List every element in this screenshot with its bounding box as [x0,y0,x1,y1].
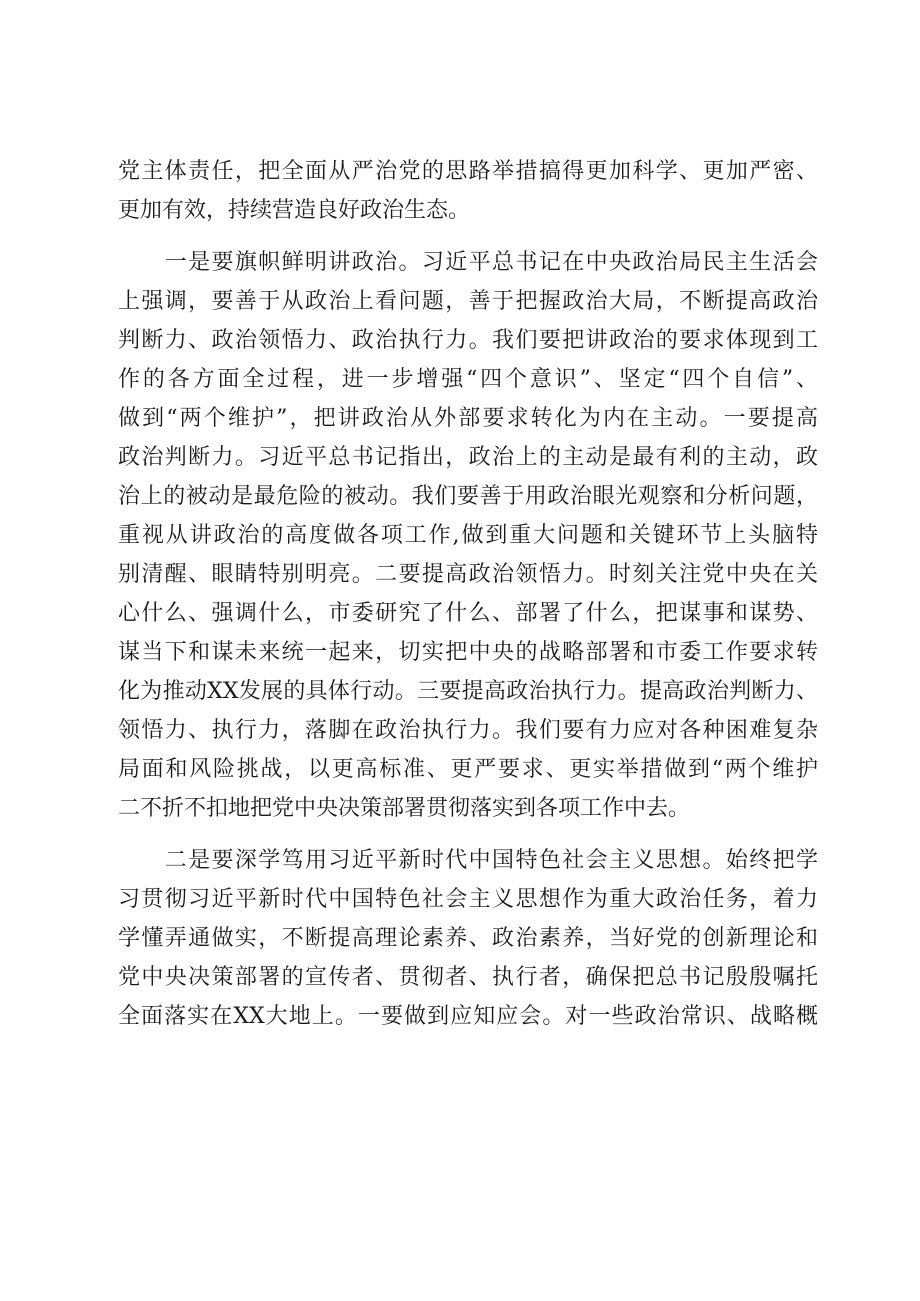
text-line: 判断力、政治领悟力、政治执行力。我们要把讲政治的要求体现到工 [118,328,818,353]
text-line: 学懂弄通做实，不断提高理论素养、政治素养，当好党的创新理论和 [118,926,818,951]
paragraph-gap [118,828,818,841]
paragraph [118,841,818,1036]
text-line: 上强调，要善于从政治上看问题，善于把握政治大局，不断提高政治 [118,289,818,314]
text-line: 全面落实在XX大地上。一要做到应知应会。对一些政治常识、战略概 [118,1004,818,1029]
text-line: 作的各方面全过程，进一步增强“四个意识”、坚定“四个自信”、 [118,367,818,392]
text-line: 做到“两个维护”，把讲政治从外部要求转化为内在主动。一要提高 [118,406,818,431]
paragraph [118,243,818,828]
paragraph-gap [118,230,818,243]
text-line: 更加有效，持续营造良好政治生态。 [118,198,471,223]
text-line: 一是要旗帜鲜明讲政治。习近平总书记在中央政治局民主生活会 [118,250,818,275]
text-line: 化为推动XX发展的具体行动。三要提高政治执行力。提高政治判断力、 [118,679,818,704]
text-line: 别清醒、眼睛特别明亮。二要提高政治领悟力。时刻关注党中央在关 [118,562,818,587]
text-line: 谋当下和谋未来统一起来，切实把中央的战略部署和市委工作要求转 [118,640,818,665]
document-body [118,152,818,1036]
text-line: 政治判断力。习近平总书记指出，政治上的主动是最有利的主动，政 [118,445,818,470]
text-line: 重视从讲政治的高度做各项工作,做到重大问题和关键环节上头脑特 [118,523,818,548]
text-line: 党中央决策部署的宣传者、贯彻者、执行者，确保把总书记殷殷嘱托 [118,965,818,990]
paragraph [118,152,818,230]
text-line: 党主体责任，把全面从严治党的思路举措搞得更加科学、更加严密、 [118,159,818,184]
text-line: 领悟力、执行力，落脚在政治执行力。我们要有力应对各种困难复杂 [118,718,818,743]
text-line: 心什么、强调什么，市委研究了什么、部署了什么，把谋事和谋势、 [118,601,818,626]
text-line: 局面和风险挑战，以更高标准、更严要求、更实举措做到“两个维护 [118,757,818,782]
text-line: 治上的被动是最危险的被动。我们要善于用政治眼光观察和分析问题， [118,484,818,509]
text-line: 二不折不扣地把党中央决策部署贯彻落实到各项工作中去。 [118,796,691,821]
text-line: 二是要深学笃用习近平新时代中国特色社会主义思想。始终把学 [118,848,818,873]
text-line: 习贯彻习近平新时代中国特色社会主义思想作为重大政治任务，着力 [118,887,818,912]
